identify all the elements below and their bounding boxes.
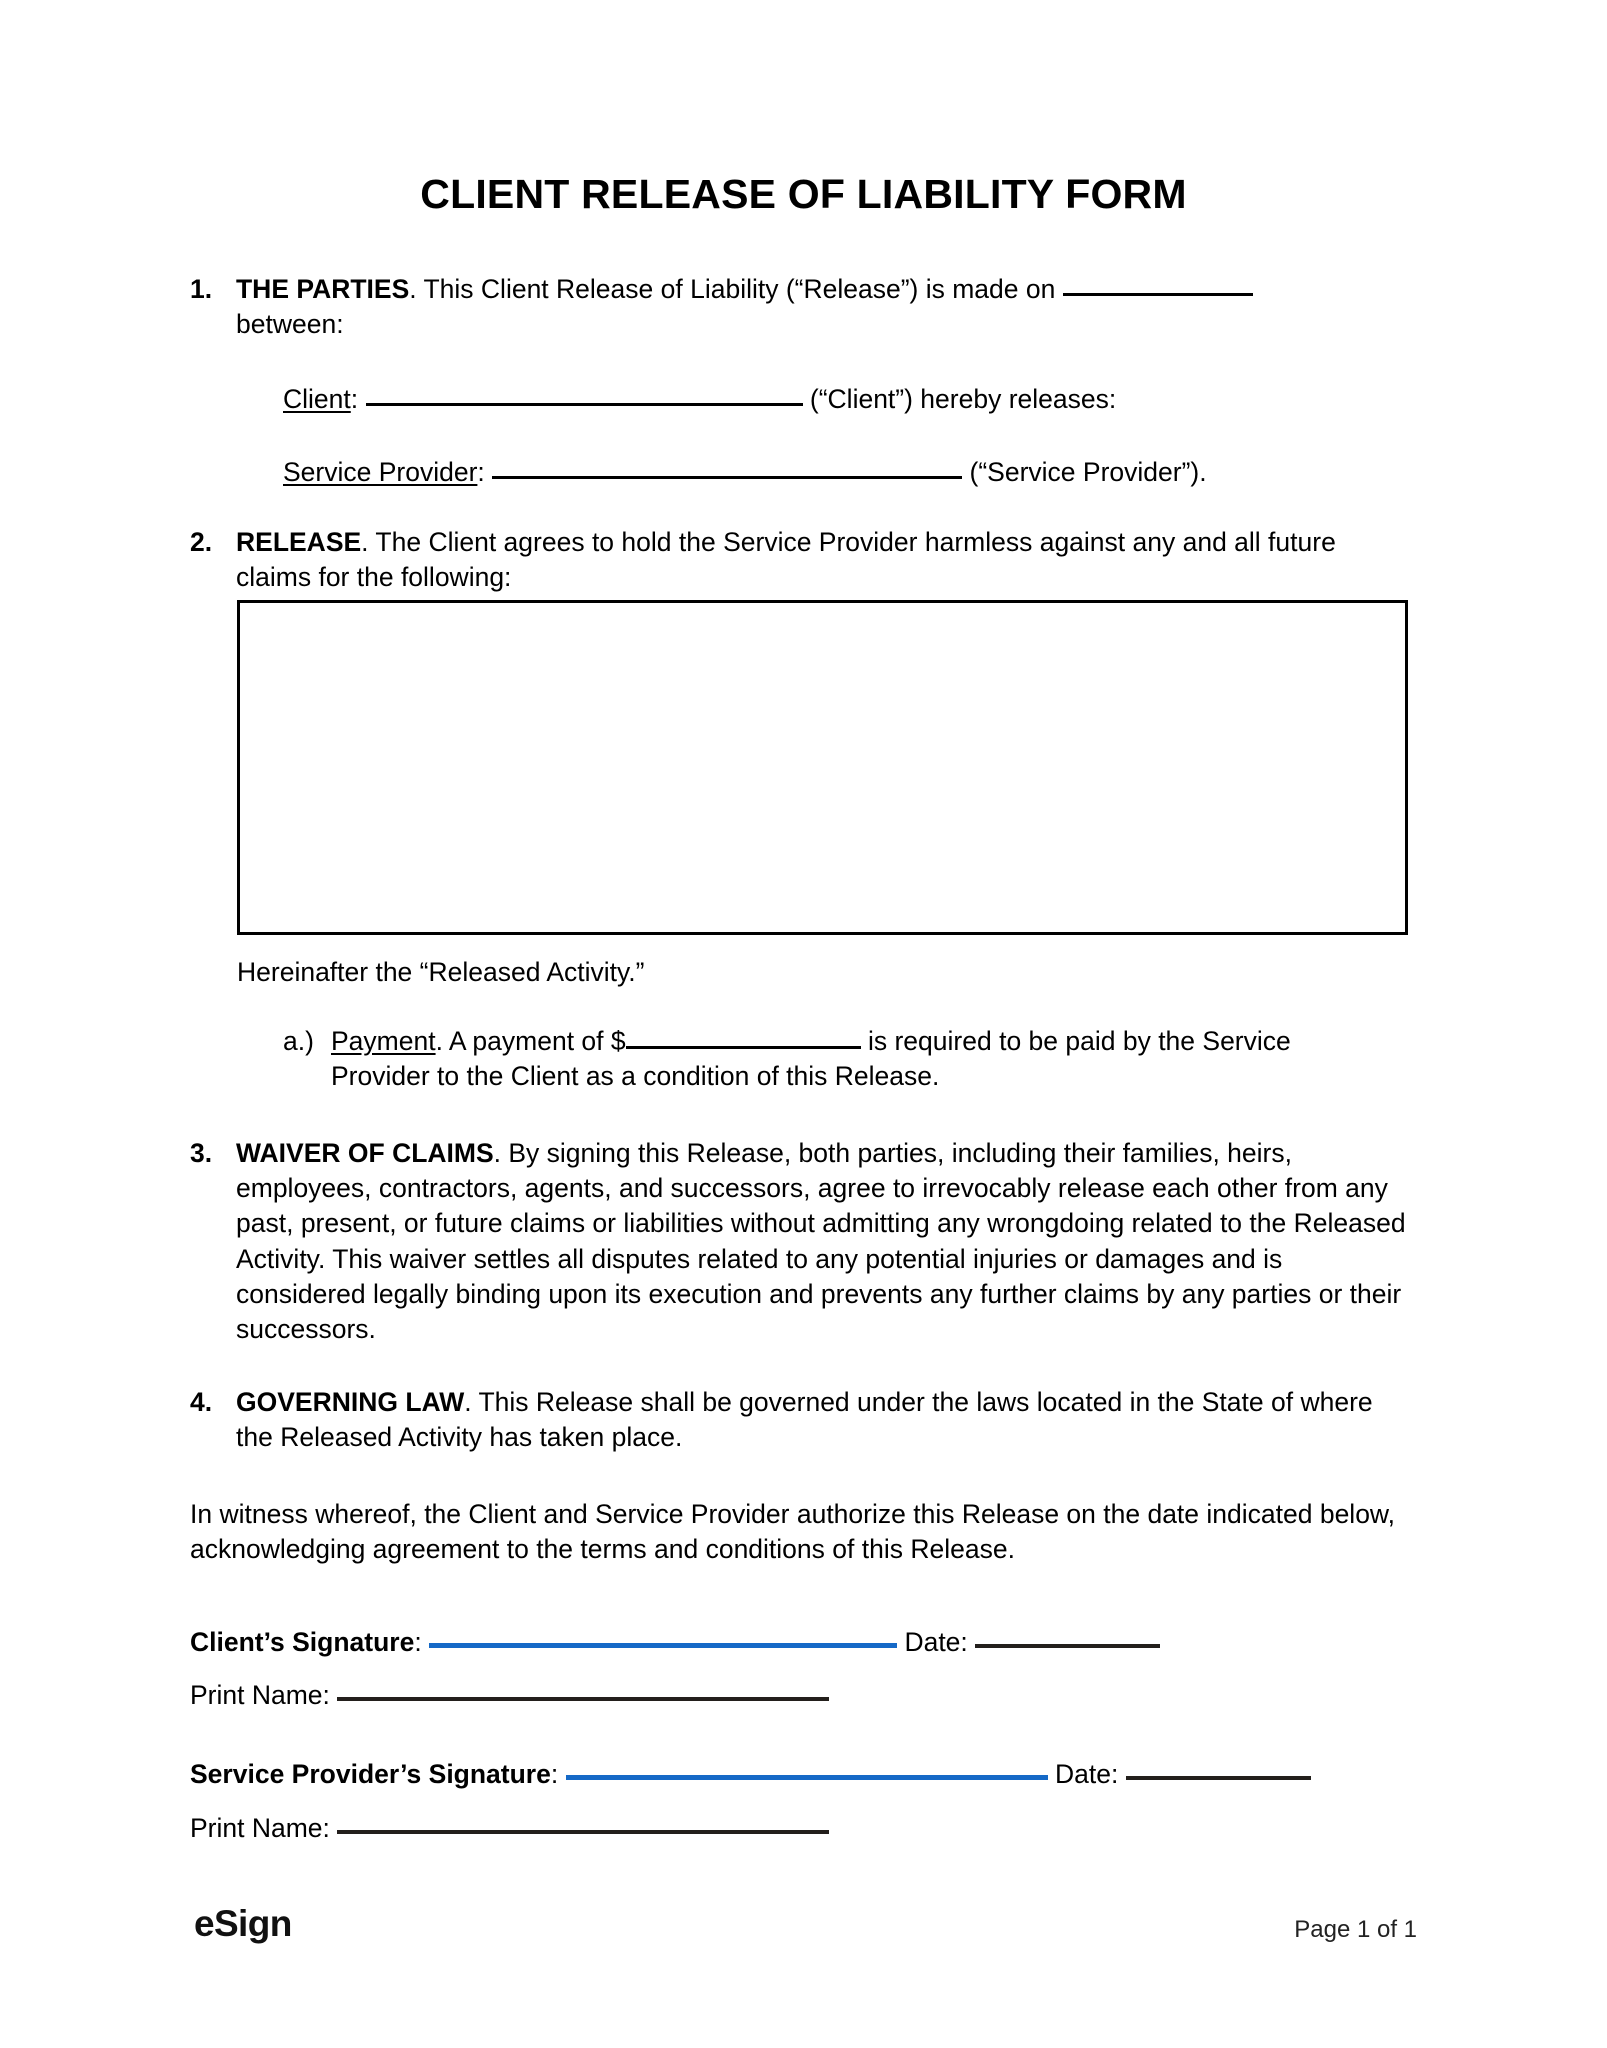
subclause-label-a: a.) — [283, 1026, 314, 1056]
client-signature-label: Client’s Signature — [190, 1627, 415, 1657]
service-provider-label: Service Provider — [283, 457, 478, 487]
clause-text-3: . By signing this Release, both parties, including their families, heirs, employees, contractors, agents, and successors, agree to irrevocably release each other from any past, present, or future claims or liabilities without admitting any wrongdoing related to the Released Activity. This waiver settles all disputes related to any potential injuries or damages and is considered legally binding upon its execution and prevents any further claims by any parties or their successors. — [236, 1138, 1406, 1345]
client-name-field[interactable] — [366, 403, 803, 406]
service-provider-name-field[interactable] — [492, 476, 962, 479]
page-number: Page 1 of 1 — [1294, 1916, 1417, 1943]
witness-paragraph: In witness whereof, the Client and Service Provider authorize this Release on the date indicated below, acknowledging agreement to the terms and conditions of this Release. — [190, 1499, 1395, 1565]
client-print-name-row — [190, 1678, 1440, 1713]
subclause-payment — [283, 1024, 1343, 1094]
provider-signature-row — [190, 1757, 1440, 1792]
subclause-heading-payment: Payment — [331, 1026, 436, 1056]
clause-governing-law — [190, 1385, 1412, 1455]
client-print-name-label: Print Name: — [190, 1680, 330, 1711]
clause-text-1b: between: — [236, 309, 344, 340]
clause-text-1a: . This Client Release of Liability (“Release”) is made on — [409, 274, 1063, 304]
service-provider-party-line — [283, 455, 1207, 490]
client-party-line — [283, 382, 1116, 417]
service-provider-colon: : — [477, 457, 485, 487]
clause-number-4: 4. — [190, 1387, 213, 1417]
date-blank-field[interactable] — [1063, 293, 1253, 296]
provider-print-name-field[interactable] — [337, 1830, 829, 1834]
subclause-text-a2: is required to be paid by the Service Provider to the Client as a condition of this Release. — [331, 1026, 1291, 1092]
provider-signature-label: Service Provider’s Signature — [190, 1759, 551, 1790]
client-print-name-field[interactable] — [337, 1697, 829, 1701]
client-signature-colon: : — [414, 1627, 422, 1657]
signature-block — [190, 1625, 1440, 1846]
clause-the-parties — [190, 272, 1412, 342]
provider-date-label: Date: — [1054, 1759, 1119, 1790]
hereinafter-text: Hereinafter the “Released Activity.” — [237, 957, 645, 987]
clause-body-2 — [236, 525, 1412, 595]
provider-print-name-row — [190, 1811, 1440, 1846]
provider-print-name-label: Print Name: — [190, 1812, 330, 1843]
clause-heading-2: RELEASE — [236, 527, 362, 557]
clause-heading-4: GOVERNING LAW — [236, 1387, 465, 1417]
provider-signature-colon: : — [550, 1759, 559, 1790]
client-signature-field[interactable] — [429, 1643, 897, 1648]
released-activity-textbox[interactable] — [237, 600, 1408, 935]
client-label: Client — [283, 384, 351, 414]
clause-heading-1: THE PARTIES — [236, 274, 410, 304]
clause-text-4: . This Release shall be governed under the laws located in the State of where the Released Activity has taken place. — [236, 1387, 1373, 1453]
client-signature-row — [190, 1625, 1440, 1660]
clause-waiver-of-claims — [190, 1136, 1412, 1347]
clause-number-3: 3. — [190, 1138, 213, 1168]
provider-signature-field[interactable] — [566, 1775, 1048, 1780]
provider-date-field[interactable] — [1126, 1776, 1311, 1780]
payment-amount-field[interactable] — [626, 1046, 861, 1049]
clause-number-2: 2. — [190, 527, 213, 557]
clause-body-1 — [236, 272, 1412, 342]
subclause-text-a1: . A payment of $ — [435, 1026, 626, 1056]
client-colon: : — [350, 384, 359, 414]
subclause-body-a — [331, 1024, 1343, 1094]
client-date-field[interactable] — [975, 1644, 1160, 1648]
page-title: CLIENT RELEASE OF LIABILITY FORM — [420, 171, 1187, 217]
clause-release — [190, 525, 1412, 595]
clause-number-1: 1. — [190, 274, 213, 304]
clause-body-4 — [236, 1385, 1412, 1455]
service-provider-suffix-text: (“Service Provider”). — [969, 457, 1207, 487]
client-date-label: Date: — [904, 1627, 968, 1657]
esign-logo: eSign — [194, 1903, 292, 1944]
clause-heading-3: WAIVER OF CLAIMS — [236, 1138, 494, 1168]
clause-body-3 — [236, 1136, 1412, 1347]
clause-text-2: . The Client agrees to hold the Service Provider harmless against any and all future claims for the following: — [236, 527, 1336, 593]
client-suffix-text: (“Client”) hereby releases: — [809, 384, 1117, 414]
